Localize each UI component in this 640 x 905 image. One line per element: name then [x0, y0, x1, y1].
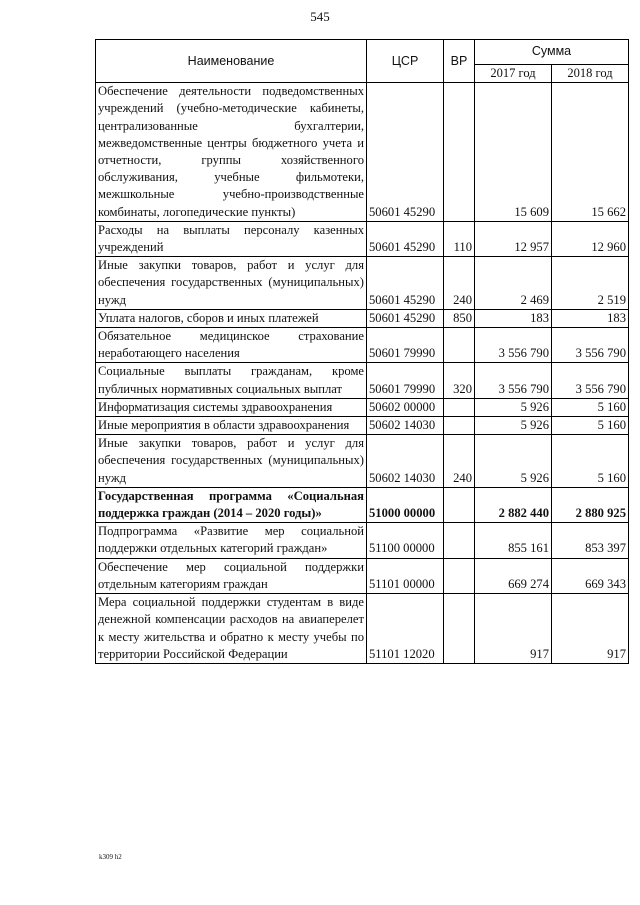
row-vr	[444, 328, 475, 363]
row-name: Иные мероприятия в области здравоохранения	[96, 417, 367, 435]
table-row	[96, 309, 629, 327]
row-name: Информатизация системы здравоохранения	[96, 398, 367, 416]
row-amount-2018: 12 960	[552, 221, 629, 256]
row-amount-2018: 183	[552, 309, 629, 327]
row-amount-2017: 5 926	[475, 398, 552, 416]
row-name: Обязательное медицинское страхование неработающего населения	[96, 328, 367, 363]
row-vr	[444, 523, 475, 558]
row-csr: 50601 79990	[367, 328, 444, 363]
row-name: Уплата налогов, сборов и иных платежей	[96, 309, 367, 327]
row-vr	[444, 487, 475, 522]
row-amount-2018: 669 343	[552, 558, 629, 593]
row-vr	[444, 83, 475, 222]
row-name: Обеспечение мер социальной поддержки отдельным категориям граждан	[96, 558, 367, 593]
row-amount-2017: 12 957	[475, 221, 552, 256]
table-row	[96, 83, 629, 222]
row-vr: 320	[444, 363, 475, 398]
row-csr: 51100 00000	[367, 523, 444, 558]
footer-code: k309 h2	[99, 853, 122, 861]
table-row	[96, 257, 629, 310]
row-csr: 51101 00000	[367, 558, 444, 593]
row-amount-2017: 5 926	[475, 435, 552, 488]
row-csr: 50602 00000	[367, 398, 444, 416]
row-vr	[444, 417, 475, 435]
row-csr: 50601 45290	[367, 309, 444, 327]
header-year-2017: 2017 год	[475, 65, 552, 83]
budget-table	[95, 39, 629, 664]
header-sum: Сумма	[475, 40, 629, 65]
row-csr: 51101 12020	[367, 594, 444, 664]
row-amount-2018: 917	[552, 594, 629, 664]
row-csr: 50601 45290	[367, 257, 444, 310]
row-amount-2018: 5 160	[552, 435, 629, 488]
row-vr	[444, 594, 475, 664]
row-amount-2018: 2 519	[552, 257, 629, 310]
row-amount-2017: 917	[475, 594, 552, 664]
row-amount-2017: 15 609	[475, 83, 552, 222]
table-row	[96, 558, 629, 593]
row-amount-2018: 15 662	[552, 83, 629, 222]
row-csr: 50601 79990	[367, 363, 444, 398]
row-amount-2018: 3 556 790	[552, 328, 629, 363]
row-vr: 850	[444, 309, 475, 327]
row-amount-2017: 2 469	[475, 257, 552, 310]
table-row	[96, 523, 629, 558]
table-row	[96, 435, 629, 488]
row-name: Государственная программа «Социальная поддержка граждан (2014 – 2020 годы)»	[96, 487, 367, 522]
table-header	[96, 40, 629, 83]
row-amount-2018: 2 880 925	[552, 487, 629, 522]
row-vr: 240	[444, 257, 475, 310]
row-vr: 110	[444, 221, 475, 256]
table-row	[96, 221, 629, 256]
row-amount-2018: 3 556 790	[552, 363, 629, 398]
row-amount-2018: 5 160	[552, 398, 629, 416]
table-row	[96, 417, 629, 435]
table-row	[96, 487, 629, 522]
row-amount-2017: 855 161	[475, 523, 552, 558]
table-row	[96, 594, 629, 664]
row-amount-2017: 183	[475, 309, 552, 327]
table-row	[96, 328, 629, 363]
row-csr: 50602 14030	[367, 417, 444, 435]
row-vr: 240	[444, 435, 475, 488]
row-amount-2017: 5 926	[475, 417, 552, 435]
page-number: 545	[310, 9, 330, 24]
table-row	[96, 398, 629, 416]
header-vr: ВР	[444, 40, 475, 83]
row-name: Расходы на выплаты персоналу казенных учреждений	[96, 221, 367, 256]
row-amount-2017: 3 556 790	[475, 363, 552, 398]
row-amount-2017: 669 274	[475, 558, 552, 593]
table-body	[96, 83, 629, 664]
row-name: Социальные выплаты гражданам, кроме публичных нормативных социальных выплат	[96, 363, 367, 398]
row-vr	[444, 398, 475, 416]
table-row	[96, 363, 629, 398]
row-amount-2017: 2 882 440	[475, 487, 552, 522]
row-name: Обеспечение деятельности подведомственных учреждений (учебно-методические кабинеты, централизованные бухгалтерии, межведомственные центры бюджетного учета и отчетности, группы хозяйственного обслуживания, учебные фильмотеки, межшкольные учебно-производственные комбинаты, логопедические пункты)	[96, 83, 367, 222]
row-vr	[444, 558, 475, 593]
row-amount-2017: 3 556 790	[475, 328, 552, 363]
row-name: Подпрограмма «Развитие мер социальной поддержки отдельных категорий граждан»	[96, 523, 367, 558]
row-csr: 51000 00000	[367, 487, 444, 522]
header-year-2018: 2018 год	[552, 65, 629, 83]
row-name: Мера социальной поддержки студентам в виде денежной компенсации расходов на авиаперелет к месту жительства и обратно к месту учебы по территории Российской Федерации	[96, 594, 367, 664]
header-csr: ЦСР	[367, 40, 444, 83]
row-name: Иные закупки товаров, работ и услуг для обеспечения государственных (муниципальных) нужд	[96, 257, 367, 310]
row-amount-2018: 853 397	[552, 523, 629, 558]
row-csr: 50601 45290	[367, 83, 444, 222]
header-name: Наименование	[96, 40, 367, 83]
row-amount-2018: 5 160	[552, 417, 629, 435]
row-name: Иные закупки товаров, работ и услуг для обеспечения государственных (муниципальных) нужд	[96, 435, 367, 488]
row-csr: 50601 45290	[367, 221, 444, 256]
row-csr: 50602 14030	[367, 435, 444, 488]
